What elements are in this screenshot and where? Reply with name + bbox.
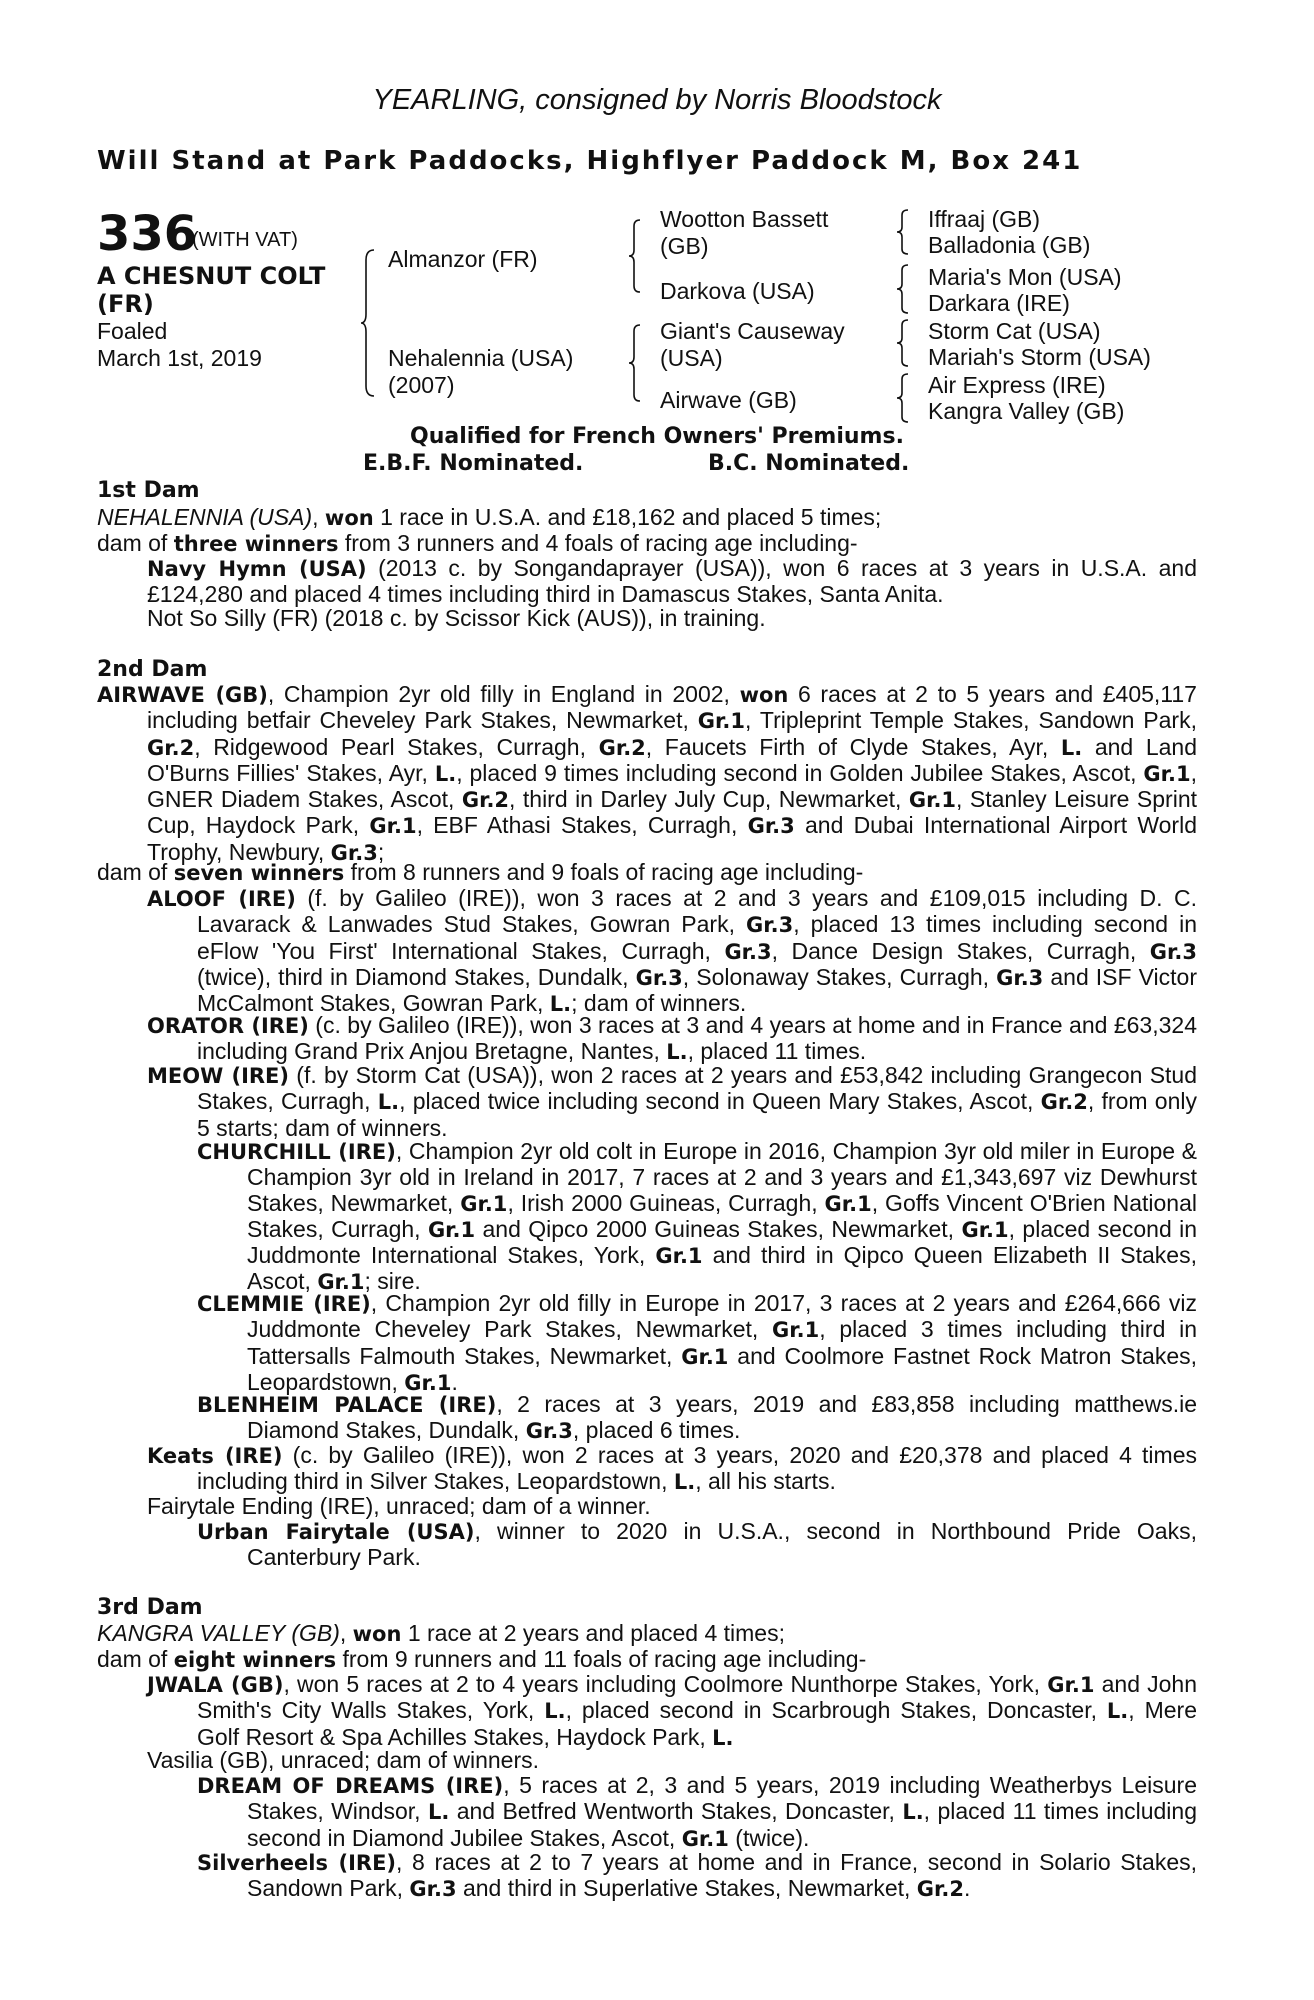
lot-description: A CHESNUT COLT (FR) — [97, 262, 326, 318]
pedigree-dam-sire: Giant's Causeway (USA) — [660, 318, 845, 371]
first-dam-title: 1st Dam — [97, 478, 200, 503]
pedigree-brace-ds — [896, 318, 910, 368]
pedigree-brace-dam — [628, 323, 642, 403]
progeny-churchill: CHURCHILL (IRE), Champion 2yr old colt in Europe in 2016, Champion 3yr old miler in Europe & Champion 3yr old in Ireland in 2017, 7 races at 2 and 3 years and £1,343,697 viz Dewhurst Stakes, Newmarket, Gr.1, Irish 2000 Guineas, Curragh, Gr.1, Goffs Vincent O'Brien National Stakes, Curragh, Gr.1 and Qipco 2000 Guineas Stakes, Newmarket, Gr.1, placed second in Juddmonte International Stakes, York, Gr.1 and third in Qipco Queen Elizabeth II Stakes, Ascot, Gr.1; sire. — [197, 1138, 1198, 1295]
pedigree-dam-dam: Airwave (GB) — [660, 387, 797, 413]
pedigree-dam-year: (2007) — [388, 372, 455, 398]
second-dam-title: 2nd Dam — [97, 657, 208, 682]
pedigree-brace-ss — [896, 208, 910, 256]
progeny-orator: ORATOR (IRE) (c. by Galileo (IRE)), won 3 races at 3 and 4 years at home and in France and £63,324 including Grand Prix Anjou Bretagne, Nantes, L., placed 11 times. — [147, 1012, 1197, 1065]
pedigree-sire: Almanzor (FR) — [388, 246, 538, 272]
pedigree-ddd: Kangra Valley (GB) — [928, 398, 1125, 424]
first-dam-intro: NEHALENNIA (USA), won 1 race in U.S.A. and £18,162 and placed 5 times; dam of three winners from 3 runners and 4 foals of racing age including- — [97, 504, 882, 557]
progeny-dream-of-dreams: DREAM OF DREAMS (IRE), 5 races at 2, 3 and 5 years, 2019 including Weatherbys Leisure Stakes, Windsor, L. and Betfred Wentworth Stakes, Doncaster, L., placed 11 times including second in Diamond Jubilee Stakes, Ascot, Gr.1 (twice). — [197, 1772, 1197, 1851]
pedigree-dam: Nehalennia (USA) — [388, 345, 574, 371]
second-dam-record: AIRWAVE (GB), Champion 2yr old filly in England in 2002, won 6 races at 2 to 5 years and £405,117 including betfair Cheveley Park Stakes, Newmarket, Gr.1, Tripleprint Temple Stakes, Sandown Park, Gr.2, Ridgewood Pearl Stakes, Curragh, Gr.2, Faucets Firth of Clyde Stakes, Ayr, L. and Land O'Burns Fillies' Stakes, Ayr, L., placed 9 times including second in Golden Jubilee Stakes, Ascot, Gr.1, GNER Diadem Stakes, Ascot, Gr.2, third in Darley July Cup, Newmarket, Gr.1, Stanley Leisure Sprint Cup, Haydock Park, Gr.1, EBF Athasi Stakes, Curragh, Gr.3 and Dubai International Airport World Trophy, Newbury, Gr.3; — [97, 681, 1198, 865]
progeny-fairytale-ending: Fairytale Ending (IRE), unraced; dam of a winner. — [147, 1493, 651, 1519]
consignment-subtitle: YEARLING, consigned by Norris Bloodstock — [372, 84, 942, 116]
premiums-note: Qualified for French Owners' Premiums. — [410, 424, 904, 449]
pedigree-brace-sire — [628, 218, 642, 294]
pedigree-dss: Storm Cat (USA) — [928, 318, 1101, 344]
bc-nominated: B.C. Nominated. — [708, 451, 910, 476]
pedigree-brace-sd — [896, 263, 910, 315]
pedigree-brace-dd — [896, 372, 910, 424]
ebf-nominated: E.B.F. Nominated. — [363, 451, 584, 476]
pedigree-sire-sire: Wootton Bassett (GB) — [660, 206, 829, 259]
pedigree-sire-dam: Darkova (USA) — [660, 278, 815, 304]
progeny-silverheels: Silverheels (IRE), 8 races at 2 to 7 years at home and in France, second in Solario Stakes, Sandown Park, Gr.3 and third in Superlative Stakes, Newmarket, Gr.2. — [197, 1849, 1197, 1902]
progeny-urban-fairytale: Urban Fairytale (USA), winner to 2020 in U.S.A., second in Northbound Pride Oaks, Canterbury Park. — [197, 1518, 1197, 1571]
foaled-date: March 1st, 2019 — [97, 345, 262, 371]
pedigree-dsd: Mariah's Storm (USA) — [928, 344, 1151, 370]
progeny-aloof: ALOOF (IRE) (f. by Galileo (IRE)), won 3 races at 2 and 3 years and £109,015 including D. C. Lavarack & Lanwades Stud Stakes, Gowran Park, Gr.3, placed 13 times including second in eFlow 'You First' International Stakes, Curragh, Gr.3, Dance Design Stakes, Curragh, Gr.3 (twice), third in Diamond Stakes, Dundalk, Gr.3, Solonaway Stakes, Curragh, Gr.3 and ISF Victor McCalmont Stakes, Gowran Park, L.; dam of winners. — [147, 885, 1197, 1017]
pedigree-brace-main — [360, 248, 376, 398]
progeny-vasilia: Vasilia (GB), unraced; dam of winners. — [147, 1747, 540, 1773]
foaled-info — [97, 318, 262, 372]
progeny-clemmie: CLEMMIE (IRE), Champion 2yr old filly in Europe in 2017, 3 races at 2 years and £264,666 viz Juddmonte Cheveley Park Stakes, Newmarket, Gr.1, placed 3 times including third in Tattersalls Falmouth Stakes, Newmarket, Gr.1 and Coolmore Fastnet Rock Matron Stakes, Leopardstown, Gr.1. — [197, 1290, 1197, 1395]
second-dam-dam-of: dam of seven winners from 8 runners and 9 foals of racing age including- — [97, 859, 864, 885]
first-dam-name: NEHALENNIA (USA) — [97, 504, 313, 530]
third-dam-title: 3rd Dam — [97, 1595, 203, 1620]
pedigree-ssd: Balladonia (GB) — [928, 232, 1091, 258]
foaled-label: Foaled — [97, 318, 168, 344]
progeny-jwala: JWALA (GB), won 5 races at 2 to 4 years including Coolmore Nunthorpe Stakes, York, Gr.1 and John Smith's City Walls Stakes, York, L., placed second in Scarbrough Stakes, Doncaster, L., Mere Golf Resort & Spa Achilles Stakes, Haydock Park, L. — [147, 1671, 1198, 1750]
pedigree-sds: Maria's Mon (USA) — [928, 264, 1122, 290]
first-dam-progeny-1: Navy Hymn (USA) (2013 c. by Songandaprayer (USA)), won 6 races at 3 years in U.S.A. and £124,280 and placed 4 times including third in Damascus Stakes, Santa Anita. — [147, 555, 1197, 608]
lot-number: 336 — [97, 206, 198, 262]
progeny-meow: MEOW (IRE) (f. by Storm Cat (USA)), won 2 races at 2 years and £53,842 including Grangecon Stud Stakes, Curragh, L., placed twice including second in Queen Mary Stakes, Ascot, Gr.2, from only 5 starts; dam of winners. — [147, 1062, 1198, 1141]
third-dam-intro: KANGRA VALLEY (GB), won 1 race at 2 years and placed 4 times; dam of eight winners from 9 runners and 11 foals of racing age including- — [97, 1620, 867, 1673]
vat-label: (WITH VAT) — [192, 229, 298, 251]
pedigree-sdd: Darkara (IRE) — [928, 290, 1070, 316]
pedigree-dds: Air Express (IRE) — [928, 372, 1106, 398]
first-dam-progeny-2: Not So Silly (FR) (2018 c. by Scissor Kick (AUS)), in training. — [147, 605, 766, 631]
progeny-keats: Keats (IRE) (c. by Galileo (IRE)), won 2 races at 3 years, 2020 and £20,378 and placed 4 times including third in Silver Stakes, Leopardstown, L., all his starts. — [147, 1442, 1197, 1495]
progeny-blenheim-palace: BLENHEIM PALACE (IRE), 2 races at 3 years, 2019 and £83,858 including matthews.ie Diamond Stakes, Dundalk, Gr.3, placed 6 times. — [197, 1391, 1197, 1444]
pedigree-sss: Iffraaj (GB) — [928, 206, 1041, 232]
stand-location-heading: Will Stand at Park Paddocks, Highflyer Paddock M, Box 241 — [97, 146, 1083, 176]
